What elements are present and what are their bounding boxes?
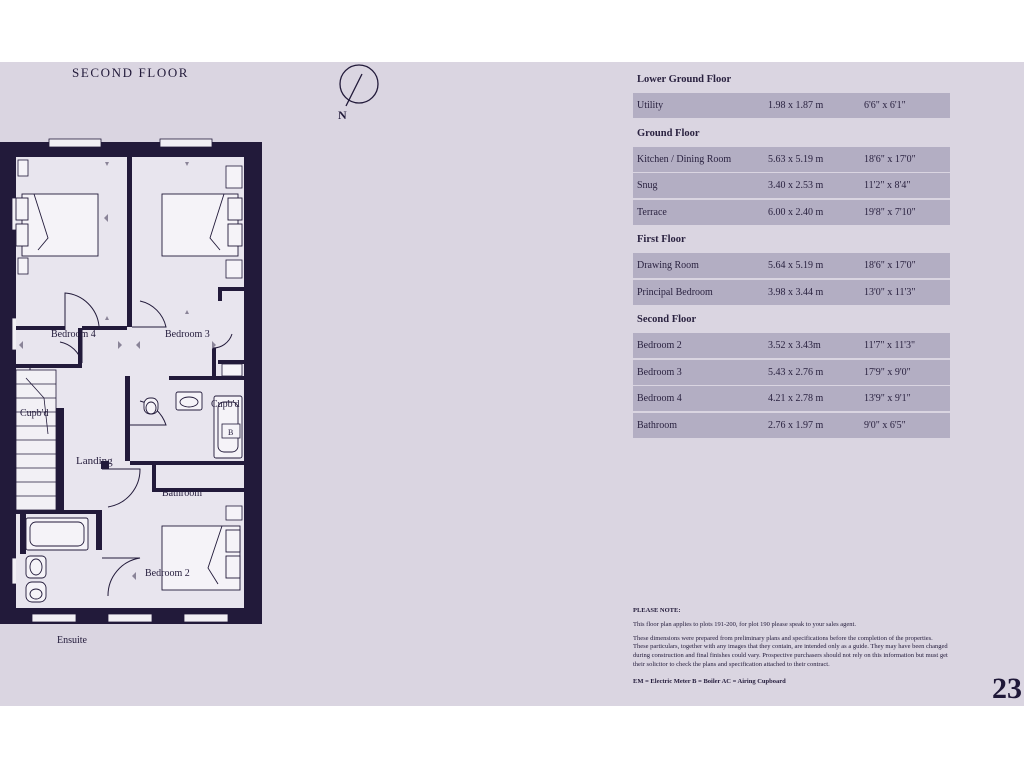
schedule-row [633,360,950,385]
room-imperial: 18'6" x 17'0" [864,260,916,271]
disclaimer-note [633,607,948,692]
schedule-row [633,93,950,118]
room-label-bathroom: Bathroom [162,488,202,499]
boiler-label: B [228,428,234,437]
room-name: Terrace [637,206,667,218]
room-label-landing: Landing [76,455,113,467]
room-name: Bedroom 3 [637,366,682,378]
room-name: Kitchen / Dining Room [637,153,732,165]
room-imperial: 13'0" x 11'3" [864,286,916,298]
room-label-cupbd-left: Cupb'd [20,408,49,419]
room-metric: 5.64 x 5.19 m [768,260,824,271]
schedule-group-second [633,306,950,438]
room-metric: 2.76 x 1.97 m [768,419,824,431]
note-plots: This floor plan applies to plots 191-200, for plot 190 please speak to your sales agent. [633,620,856,628]
schedule-floor-heading: Ground Floor [637,127,700,139]
schedule-row [633,386,950,411]
schedule-row [633,333,950,358]
room-name: Principal Bedroom [637,286,713,298]
room-name: Bathroom [637,419,677,431]
schedule-floor-heading: Lower Ground Floor [637,74,732,85]
room-metric: 3.52 x 3.43m [768,340,821,351]
room-imperial: 17'9" x 9'0" [864,366,911,378]
north-compass-icon [332,62,384,124]
room-imperial: 6'6" x 6'1" [864,100,906,111]
floor-title: SECOND FLOOR [72,65,190,80]
room-metric: 3.40 x 2.53 m [768,180,824,191]
room-imperial: 13'9" x 9'1" [864,393,911,404]
schedule-group-ground [633,120,950,225]
room-imperial: 11'2" x 8'4" [864,180,911,191]
room-metric: 5.43 x 2.76 m [768,366,824,378]
room-schedule [633,66,950,439]
room-metric: 5.63 x 5.19 m [768,153,824,165]
note-disclaimer: These dimensions were prepared from preliminary plans and specifications before the completion of the properties. These particulars, together with any images that they contain, are intended only as a guide. They may have been changed during construction and final finishes could vary. Prospective purchasers should not rely on this information but must get their solicitor to check the plans and specification attached to their contract. [633,634,948,668]
floor-plan [0,138,262,646]
room-label-bedroom3: Bedroom 3 [165,329,210,340]
page-number: 23 [992,672,1022,705]
room-label-cupbd-right: Cupb'd [211,399,240,410]
schedule-row [633,147,950,172]
schedule-row [633,253,950,278]
schedule-group-lower-ground [633,66,950,118]
schedule-row [633,200,950,225]
room-name: Utility [637,100,664,111]
room-metric: 1.98 x 1.87 m [768,100,824,111]
schedule-floor-heading: First Floor [637,234,686,245]
note-heading: PLEASE NOTE: [633,607,681,614]
room-label-ensuite: Ensuite [57,635,87,646]
schedule-row [633,413,950,438]
bed-bedroom2 [162,526,240,590]
brochure-page [0,62,1024,706]
bed-bedroom3 [162,194,242,256]
schedule-group-first [633,226,950,305]
room-label-bedroom4: Bedroom 4 [51,329,96,340]
room-imperial: 9'0" x 6'5" [864,419,906,431]
room-imperial: 19'8" x 7'10" [864,206,916,218]
bed-bedroom4 [16,194,98,256]
room-label-bedroom2: Bedroom 2 [145,568,190,579]
room-imperial: 18'6" x 17'0" [864,153,916,165]
schedule-row [633,280,950,305]
staircase [16,370,56,510]
schedule-floor-heading: Second Floor [637,314,697,325]
room-metric: 4.21 x 2.78 m [768,393,824,404]
north-label: N [338,108,347,122]
note-legend: EM = Electric Meter B = Boiler AC = Airing Cupboard [633,677,786,685]
room-metric: 6.00 x 2.40 m [768,206,824,218]
schedule-row [633,173,950,198]
room-name: Snug [637,180,658,191]
room-name: Bedroom 4 [637,393,682,404]
room-metric: 3.98 x 3.44 m [768,286,824,298]
room-name: Drawing Room [637,260,699,271]
room-imperial: 11'7" x 11'3" [864,340,916,351]
room-name: Bedroom 2 [637,340,682,351]
